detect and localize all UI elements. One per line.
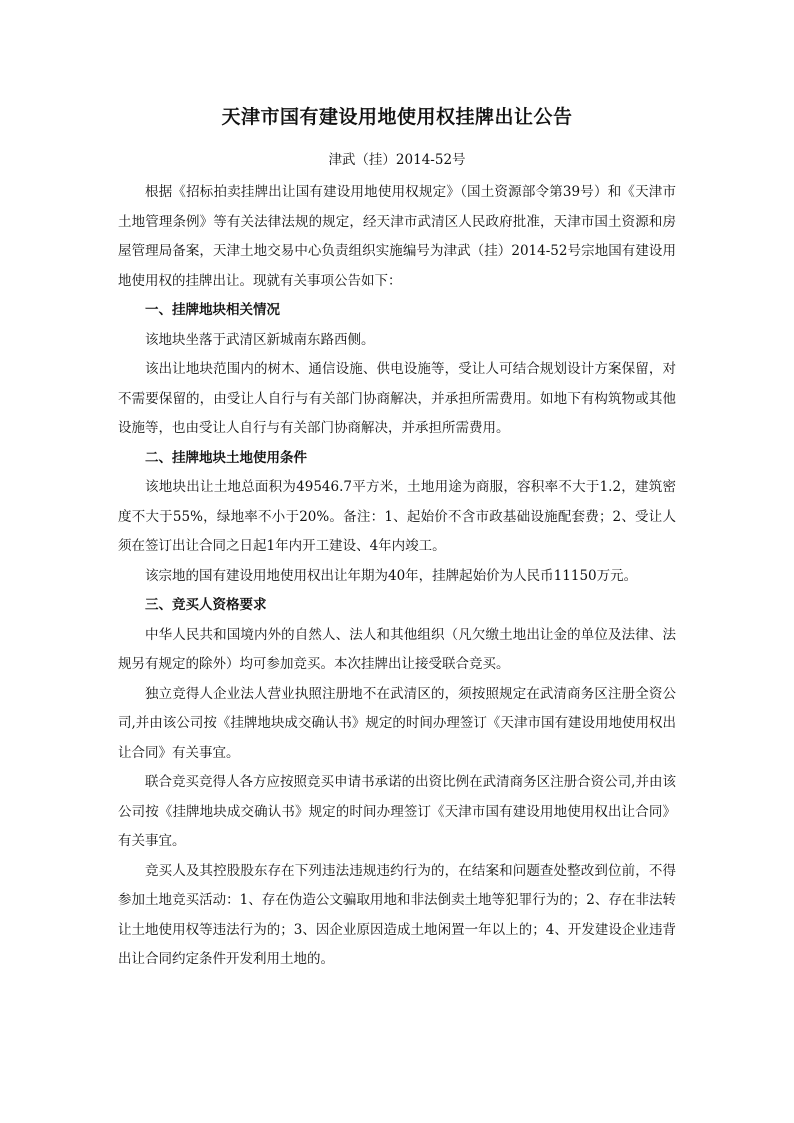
paragraph: 该出让地块范围内的树木、通信设施、供电设施等，受让人可结合规划设计方案保留，对不需要保留的，由受让人自行与有关部门协商解决，并承担所需费用。如地下有构筑物或其他设施等，也由受让人自行与有关部门协商解决，并承担所需费用。 (118, 361, 676, 436)
section-heading: 二、挂牌地块土地使用条件 (145, 449, 307, 466)
intro-paragraph: 根据《招标拍卖挂牌出让国有建设用地使用权规定》（国土资源部令第39号）和《天津市土地管理条例》等有关法律法规的规定，经天津市武清区人民政府批准，天津市国土资源和房屋管理局备案，天津土地交易中心负责组织实施编号为津武（挂）2014-52号宗地国有建设用地使用权的挂牌出让。现就有关事项公告如下： (118, 184, 676, 289)
document-title: 天津市国有建设用地使用权挂牌出让公告 (221, 106, 573, 128)
paragraph: 该宗地的国有建设用地使用权出让年期为40年，挂牌起始价为人民币11150万元。 (145, 567, 638, 584)
document-number: 津武（挂）2014-52号 (328, 152, 466, 168)
paragraph: 联合竞买竞得人各方应按照竞买申请书承诺的出资比例在武清商务区注册合资公司,并由该公司按《挂牌地块成交确认书》规定的时间办理签订《天津市国有建设用地使用权出让合同》有关事宜。 (118, 774, 676, 849)
paragraph: 中华人民共和国境内外的自然人、法人和其他组织（凡欠缴土地出让金的单位及法律、法规另有规定的除外）均可参加竞买。本次挂牌出让接受联合竞买。 (118, 626, 676, 672)
section-land-use-conditions (118, 444, 676, 592)
section-heading: 一、挂牌地块相关情况 (145, 302, 280, 318)
section-heading: 三、竞买人资格要求 (145, 597, 267, 613)
section-bidder-requirements (118, 591, 676, 975)
section-land-info (118, 296, 676, 444)
paragraph: 该地块出让土地总面积为49546.7平方米，土地用途为商服，容积率不大于1.2，建筑密度不大于55%，绿地率不小于20%。备注：1、起始价不含市政基础设施配套费；2、受让人须在签订出让合同之日起1年内开工建设、4年内竣工。 (118, 479, 676, 554)
paragraph: 该地块坐落于武清区新城南东路西侧。 (145, 331, 375, 348)
paragraph: 竞买人及其控股股东存在下列违法违规违约行为的，在结案和问题查处整改到位前，不得参加土地竞买活动：1、存在伪造公文骗取用地和非法倒卖土地等犯罪行为的；2、存在非法转让土地使用权等违法行为的；3、因企业原因造成土地闲置一年以上的；4、开发建设企业违背出让合同约定条件开发利用土地的。 (118, 862, 676, 967)
document-body (118, 104, 676, 975)
paragraph: 独立竞得人企业法人营业执照注册地不在武清区的，须按照规定在武清商务区注册全资公司,并由该公司按《挂牌地块成交确认书》规定的时间办理签订《天津市国有建设用地使用权出让合同》有关事宜。 (118, 685, 676, 761)
